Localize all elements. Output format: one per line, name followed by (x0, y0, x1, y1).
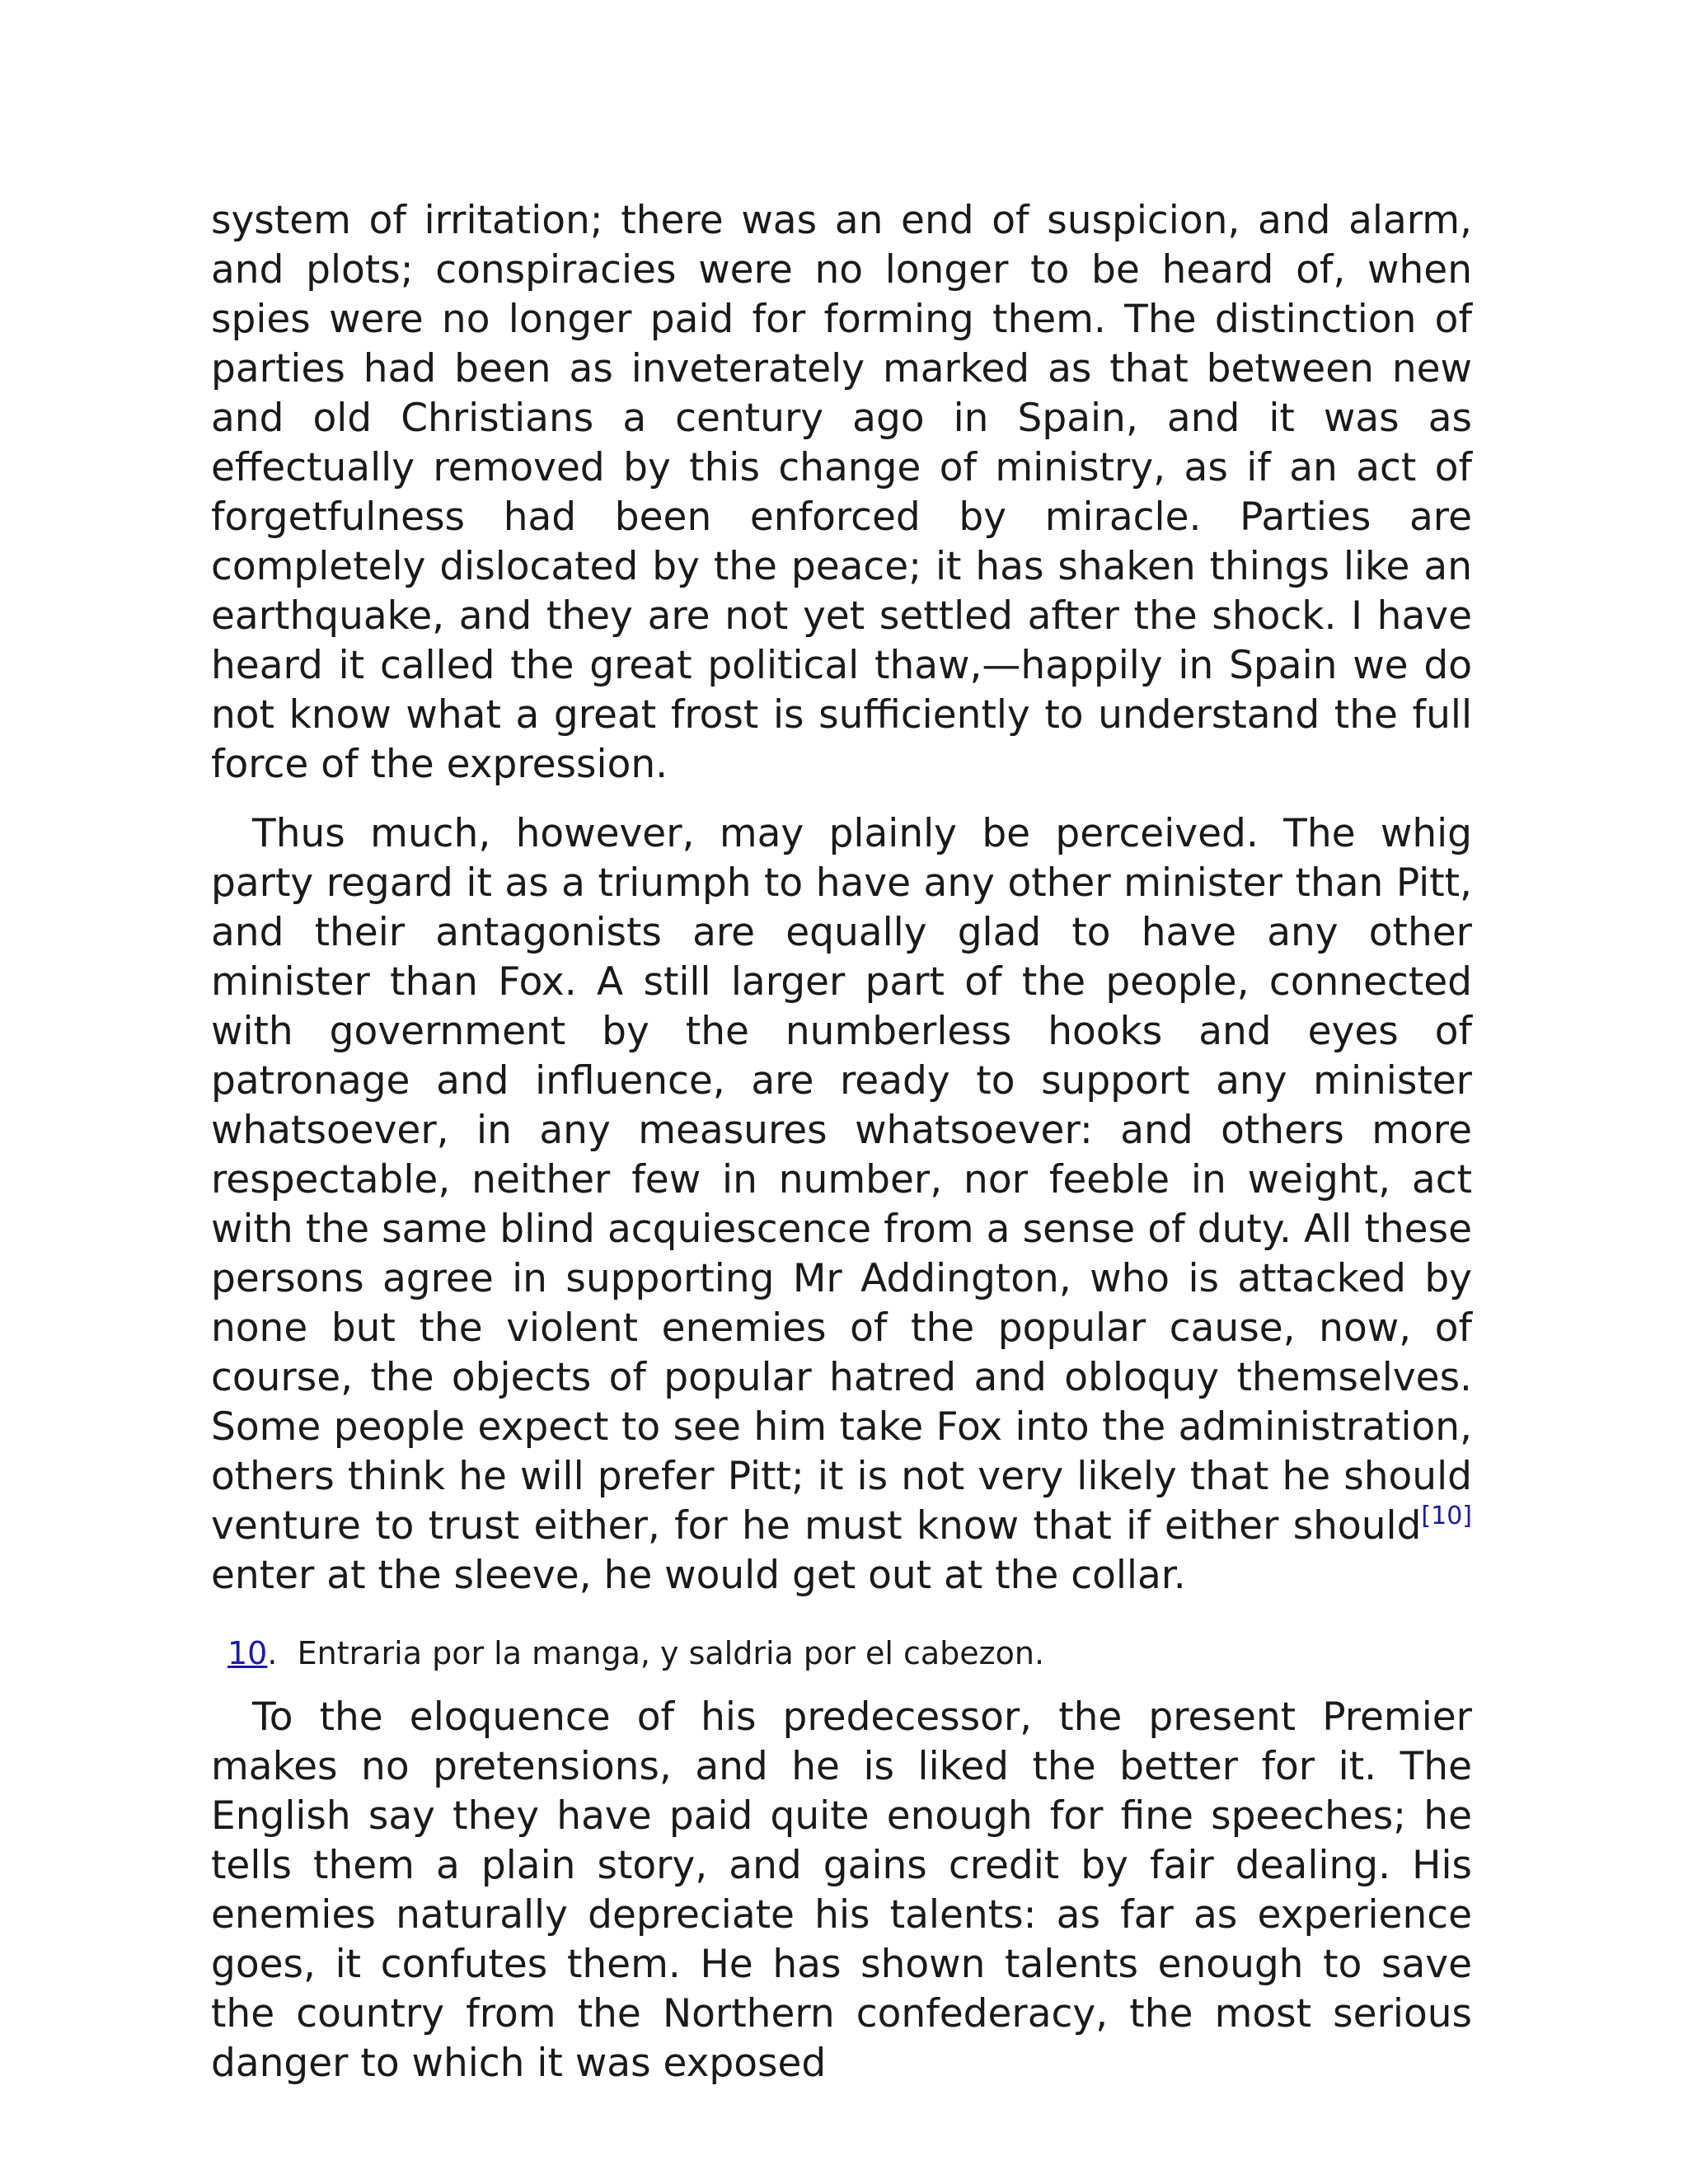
footnote-text: Entraria por la manga, y saldria por el cabezon. (297, 1635, 1045, 1671)
paragraph-2 (211, 809, 1472, 1601)
paragraph-1: system of irritation; there was an end of suspicion, and alarm, and plots; conspiracies were no longer to be heard of, when spies were no longer paid for forming them. The distinction of parties had been as inveterately marked as that between new and old Christians a century ago in Spain, and it was as effectually removed by this change of ministry, as if an act of forgetfulness had been enforced by miracle. Parties are completely dislocated by the peace; it has shaken things like an earthquake, and they are not yet settled after the shock. I have heard it called the great political thaw,—happily in Spain we do not know what a great frost is sufficiently to understand the full force of the expression. (211, 198, 1472, 787)
page-body (211, 196, 1472, 2088)
paragraph-3: To the eloquence of his predecessor, the present Premier makes no pretensions, and he is liked the better for it. The English say they have paid quite enough for fine speeches; he tells them a plain story, and gains credit by fair dealing. His enemies naturally depreciate his talents: as far as experience goes, it confutes them. He has shown talents enough to save the country from the Northern confederacy, the most serious danger to which it was exposed (211, 1694, 1472, 2086)
footnote-separator: . (267, 1635, 278, 1671)
paragraph-2-text-b: enter at the sleeve, he would get out at the collar. (211, 1553, 1186, 1598)
footnote-10 (227, 1633, 1472, 1673)
footnote-reference-10[interactable]: [10] (1421, 1502, 1472, 1530)
paragraph-2-text-a: Thus much, however, may plainly be perceived. The whig party regard it as a triumph to have any other minister than Pitt, and their antagonists are equally glad to have any other minister than Fox. A still larger part of the people, connected with government by the numberless hooks and eyes of patronage and influence, are ready to support any minister whatsoever, in any measures whatsoever: and others more respectable, neither few in number, nor feeble in weight, act with the same blind acquiescence from a sense of duty. All these persons agree in supporting Mr Addington, who is attacked by none but the violent enemies of the popular cause, now, of course, the objects of popular hatred and obloquy themselves. Some people expect to see him take Fox into the administration, others think he will prefer Pitt; it is not very likely that he should venture to trust either, for he must know that if either should (211, 811, 1472, 1549)
footnote-backlink-10[interactable]: 10 (227, 1635, 268, 1671)
